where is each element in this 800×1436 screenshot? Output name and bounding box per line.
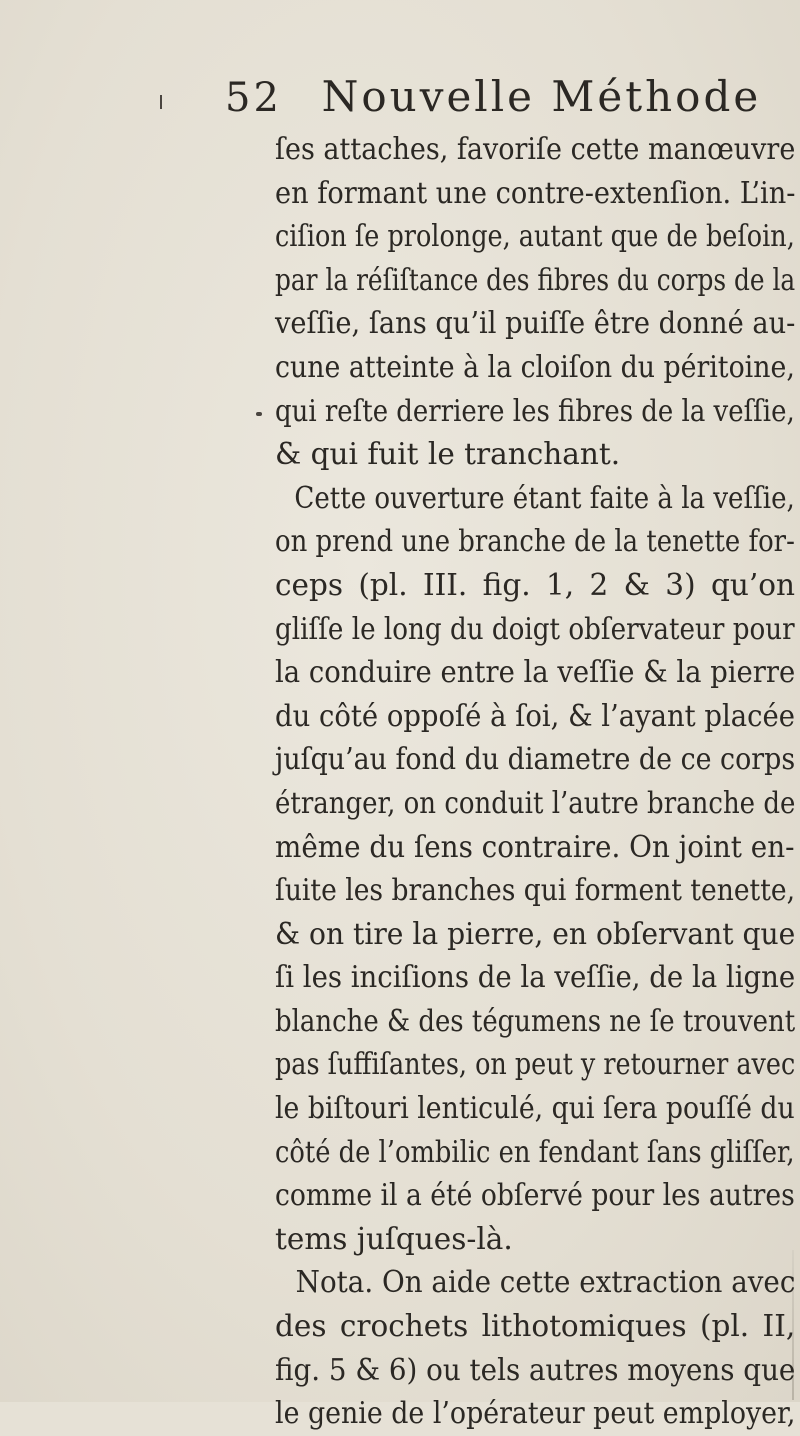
ink-speck: [256, 412, 262, 416]
text-line: qui reſte derriere les fibres de la veſſie,: [275, 393, 795, 428]
text-line: du côté oppoſé à ſoi, & l’ayant placée: [275, 698, 795, 733]
text-line: ſi les inciſions de la veſſie, de la ligne: [275, 960, 796, 995]
text-line: on prend une branche de la tenette for-: [275, 524, 795, 559]
text-line: le biſtouri lenticulé, qui ſera pouſſé du: [275, 1091, 795, 1126]
text-line: gliſſe le long du doigt obſervateur pour: [275, 611, 795, 646]
text-line: & on tire la pierre, en obſervant que: [275, 916, 796, 951]
running-header: [225, 72, 761, 121]
text-line: ceps (pl. III. fig. 1, 2 & 3) qu’on: [275, 567, 795, 602]
text-line: la conduire entre la veſſie & la pierre: [275, 655, 796, 690]
text-line: comme il a été obſervé pour les autres: [275, 1178, 795, 1213]
body-text: [275, 128, 795, 1436]
text-line: en formant une contre-extenſion. L’in-: [275, 175, 796, 210]
text-line: blanche & des tégumens ne ſe trouvent: [275, 1003, 796, 1038]
text-line: fig. 5 & 6) ou tels autres moyens que: [275, 1352, 796, 1387]
paragraph-start-line: Cette ouverture étant faite à la veſſie,: [294, 480, 795, 515]
text-line: côté de l’ombilic en fendant ſans gliſſer,: [275, 1134, 795, 1169]
text-line: étranger, on conduit l’autre branche de: [275, 785, 796, 820]
text-line: pas ſuffiſantes, on peut y retourner avec: [275, 1047, 796, 1082]
nota-line: Nota. On aide cette extraction avec: [295, 1265, 796, 1300]
text-line: le genie de l’opérateur peut employer,: [275, 1396, 796, 1431]
text-line: juſqu’au fond du diametre de ce corps: [275, 742, 796, 777]
text-line: tems juſques-là.: [275, 1221, 513, 1256]
text-line: ſes attaches, favoriſe cette manœuvre: [275, 132, 796, 166]
text-line: cune atteinte à la cloiſon du péritoine,: [275, 349, 795, 384]
page-number: 52: [225, 75, 282, 121]
running-title: Nouvelle Méthode: [321, 72, 762, 121]
text-line: par la réſiſtance des fibres du corps de la: [275, 262, 796, 297]
text-line: & qui fuit le tranchant.: [275, 437, 621, 472]
margin-mark: [160, 95, 162, 109]
text-line: même du ſens contraire. On joint en-: [275, 829, 795, 864]
text-line: veſſie, ſans qu’il puiſſe être donné au-: [275, 306, 796, 341]
text-line: ſuite les branches qui forment tenette,: [275, 873, 796, 908]
text-line: ciſion ſe prolonge, autant que de beſoin,: [275, 219, 795, 254]
text-line: des crochets lithotomiques (pl. II,: [275, 1309, 796, 1344]
